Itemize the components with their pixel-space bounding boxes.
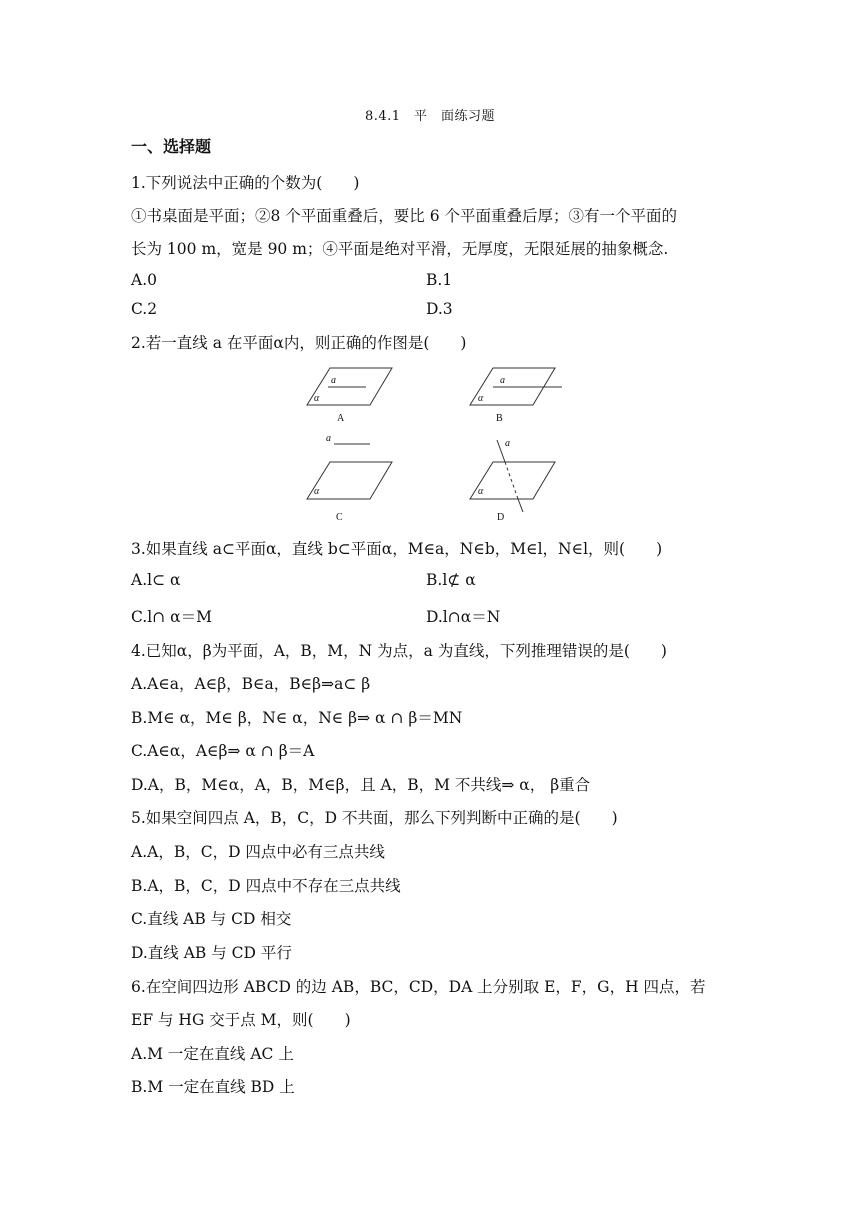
fig-a-line-label: a bbox=[331, 375, 336, 386]
fig-d-line-label: a bbox=[505, 438, 510, 449]
q5-option-b: B.A，B，C，D 四点中不存在三点共线 bbox=[131, 877, 401, 895]
q3-option-a: A.l⊂ α bbox=[131, 571, 181, 589]
fig-d-plane-label: α bbox=[478, 486, 484, 497]
q3-option-c: C.l∩ α＝M bbox=[131, 608, 212, 626]
fig-b-caption: B bbox=[496, 413, 503, 424]
q1-option-d: D.3 bbox=[426, 300, 453, 318]
q4-option-d: D.A，B，M∈α，A，B，M∈β，且 A，B，M 不共线⇒ α， β重合 bbox=[131, 776, 591, 794]
line-a-below bbox=[518, 499, 523, 512]
page-title: 8.4.1 平 面练习题 bbox=[364, 109, 496, 124]
q6-stem-line2: EF 与 HG 交于点 M，则( ) bbox=[131, 1011, 351, 1029]
q4-option-c: C.A∈α，A∈β⇒ α ∩ β＝A bbox=[131, 742, 315, 760]
q6-option-a: A.M 一定在直线 AC 上 bbox=[131, 1045, 294, 1063]
fig-b-line-label: a bbox=[500, 375, 505, 386]
q5-option-a: A.A，B，C，D 四点中必有三点共线 bbox=[131, 843, 385, 861]
q1-option-a: A.0 bbox=[131, 271, 157, 289]
q4-option-a: A.A∈a，A∈β，B∈a，B∈β⇒a⊂ β bbox=[131, 675, 371, 693]
q3-stem: 3.如果直线 a⊂平面α，直线 b⊂平面α，M∈a，N∈b，M∈l，N∈l，则( ) bbox=[131, 540, 663, 558]
line-a-above bbox=[497, 440, 505, 462]
fig-b-plane-label: α bbox=[478, 393, 484, 404]
section-heading: 一、选择题 bbox=[131, 137, 212, 156]
q1-body-line2: 长为 100 m，宽是 90 m；④平面是绝对平滑，无厚度，无限延展的抽象概念. bbox=[131, 240, 669, 258]
q2-stem: 2.若一直线 a 在平面α内，则正确的作图是( ) bbox=[131, 334, 467, 352]
q6-option-b: B.M 一定在直线 BD 上 bbox=[131, 1078, 295, 1096]
q3-option-d: D.l∩α＝N bbox=[426, 608, 501, 626]
line-a-hidden bbox=[505, 462, 518, 499]
q5-option-d: D.直线 AB 与 CD 平行 bbox=[131, 944, 292, 962]
figure-a bbox=[300, 362, 400, 412]
fig-c-caption: C bbox=[336, 512, 343, 523]
q6-stem-line1: 6.在空间四边形 ABCD 的边 AB，BC，CD，DA 上分别取 E，F，G，H 四点，若 bbox=[131, 978, 706, 996]
fig-c-plane-label: α bbox=[314, 486, 320, 497]
q5-option-c: C.直线 AB 与 CD 相交 bbox=[131, 910, 292, 928]
q1-option-c: C.2 bbox=[131, 300, 158, 318]
q1-stem: 1.下列说法中正确的个数为( ) bbox=[131, 174, 360, 192]
q4-stem: 4.已知α，β为平面，A，B，M，N 为点，a 为直线，下列推理错误的是( ) bbox=[131, 642, 667, 660]
fig-d-caption: D bbox=[497, 512, 505, 523]
q3-option-b: B.l⊄ α bbox=[426, 571, 476, 589]
fig-a-caption: A bbox=[337, 413, 345, 424]
q1-option-b: B.1 bbox=[426, 271, 453, 289]
q1-body-line1: ①书桌面是平面；②8 个平面重叠后，要比 6 个平面重叠后厚；③有一个平面的 bbox=[131, 207, 678, 225]
figure-c bbox=[300, 432, 400, 512]
figure-d bbox=[465, 432, 575, 517]
fig-a-plane-label: α bbox=[314, 393, 320, 404]
q5-stem: 5.如果空间四点 A，B，C，D 不共面，那么下列判断中正确的是( ) bbox=[131, 809, 618, 827]
fig-c-line-label: a bbox=[326, 433, 331, 444]
figure-b bbox=[465, 362, 575, 412]
q4-option-b: B.M∈ α，M∈ β，N∈ α，N∈ β⇒ α ∩ β＝MN bbox=[131, 709, 463, 727]
plane-parallelogram-c bbox=[307, 462, 392, 499]
